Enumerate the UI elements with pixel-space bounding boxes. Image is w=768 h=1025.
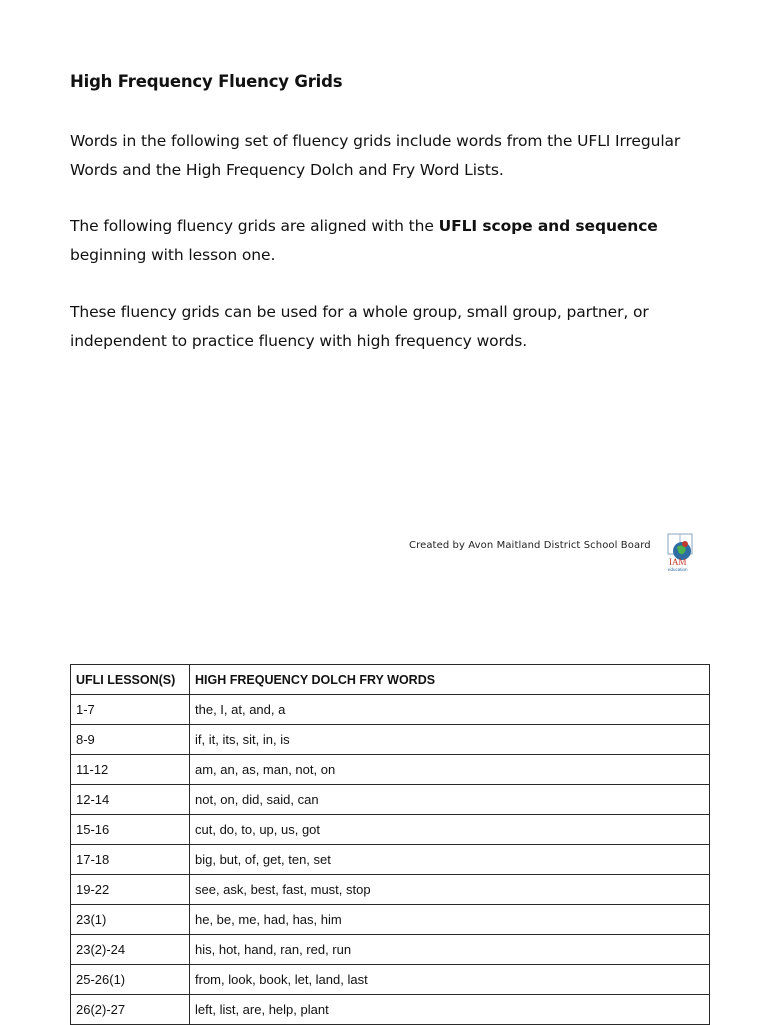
words-cell: the, I, at, and, a: [190, 695, 710, 725]
scope-sequence-emphasis: UFLI scope and sequence: [438, 217, 658, 235]
words-cell: see, ask, best, fast, must, stop: [190, 875, 710, 905]
lesson-column-header: UFLI LESSON(S): [71, 665, 190, 695]
table-row: [71, 995, 710, 1025]
table-row: [71, 785, 710, 815]
intro-paragraph: Words in the following set of fluency grids include words from the UFLI Irregular Words and the High Frequency Dolch and Fry Word Lists.: [70, 132, 681, 179]
words-cell: from, look, book, let, land, last: [190, 965, 710, 995]
words-cell: he, be, me, had, has, him: [190, 905, 710, 935]
lesson-cell: 23(2)-24: [71, 935, 190, 965]
table-row: [71, 725, 710, 755]
lesson-cell: 8-9: [71, 725, 190, 755]
alignment-text-end: beginning with lesson one.: [70, 245, 276, 264]
table-row: [71, 905, 710, 935]
words-cell: if, it, its, sit, in, is: [190, 725, 710, 755]
lesson-cell: 25-26(1): [71, 965, 190, 995]
lesson-cell: 12-14: [71, 785, 190, 815]
table-row: [71, 845, 710, 875]
alignment-paragraph: [70, 212, 710, 269]
alignment-text-start: The following fluency grids are aligned with the: [70, 217, 439, 235]
table-row: [71, 695, 710, 725]
words-cell: his, hot, hand, ran, red, run: [190, 935, 710, 965]
words-cell: left, list, are, help, plant: [190, 995, 710, 1025]
school-board-logo-icon: [665, 531, 699, 573]
document-title: High Frequency Fluency Grids: [70, 72, 343, 91]
lesson-cell: 11-12: [71, 755, 190, 785]
svg-text:IAM: IAM: [669, 557, 687, 567]
lesson-cell: 23(1): [71, 905, 190, 935]
words-cell: cut, do, to, up, us, got: [190, 815, 710, 845]
lesson-cell: 26(2)-27: [71, 995, 190, 1025]
table-row: [71, 755, 710, 785]
credit-line: Created by Avon Maitland District School Board: [409, 540, 651, 551]
fluency-word-table: [70, 664, 710, 1025]
words-cell: not, on, did, said, can: [190, 785, 710, 815]
words-column-header: HIGH FREQUENCY DOLCH FRY WORDS: [190, 665, 710, 695]
lesson-cell: 19-22: [71, 875, 190, 905]
words-cell: big, but, of, get, ten, set: [190, 845, 710, 875]
lesson-cell: 1-7: [71, 695, 190, 725]
table-row: [71, 965, 710, 995]
words-cell: am, an, as, man, not, on: [190, 755, 710, 785]
usage-paragraph: These fluency grids can be used for a whole group, small group, partner, or independent to practice fluency with high frequency words.: [70, 303, 649, 350]
table-row: [71, 935, 710, 965]
lesson-cell: 17-18: [71, 845, 190, 875]
table-row: [71, 875, 710, 905]
lesson-cell: 15-16: [71, 815, 190, 845]
logo-caption: education: [668, 567, 688, 572]
table-row: [71, 815, 710, 845]
table-header-row: [71, 665, 710, 695]
